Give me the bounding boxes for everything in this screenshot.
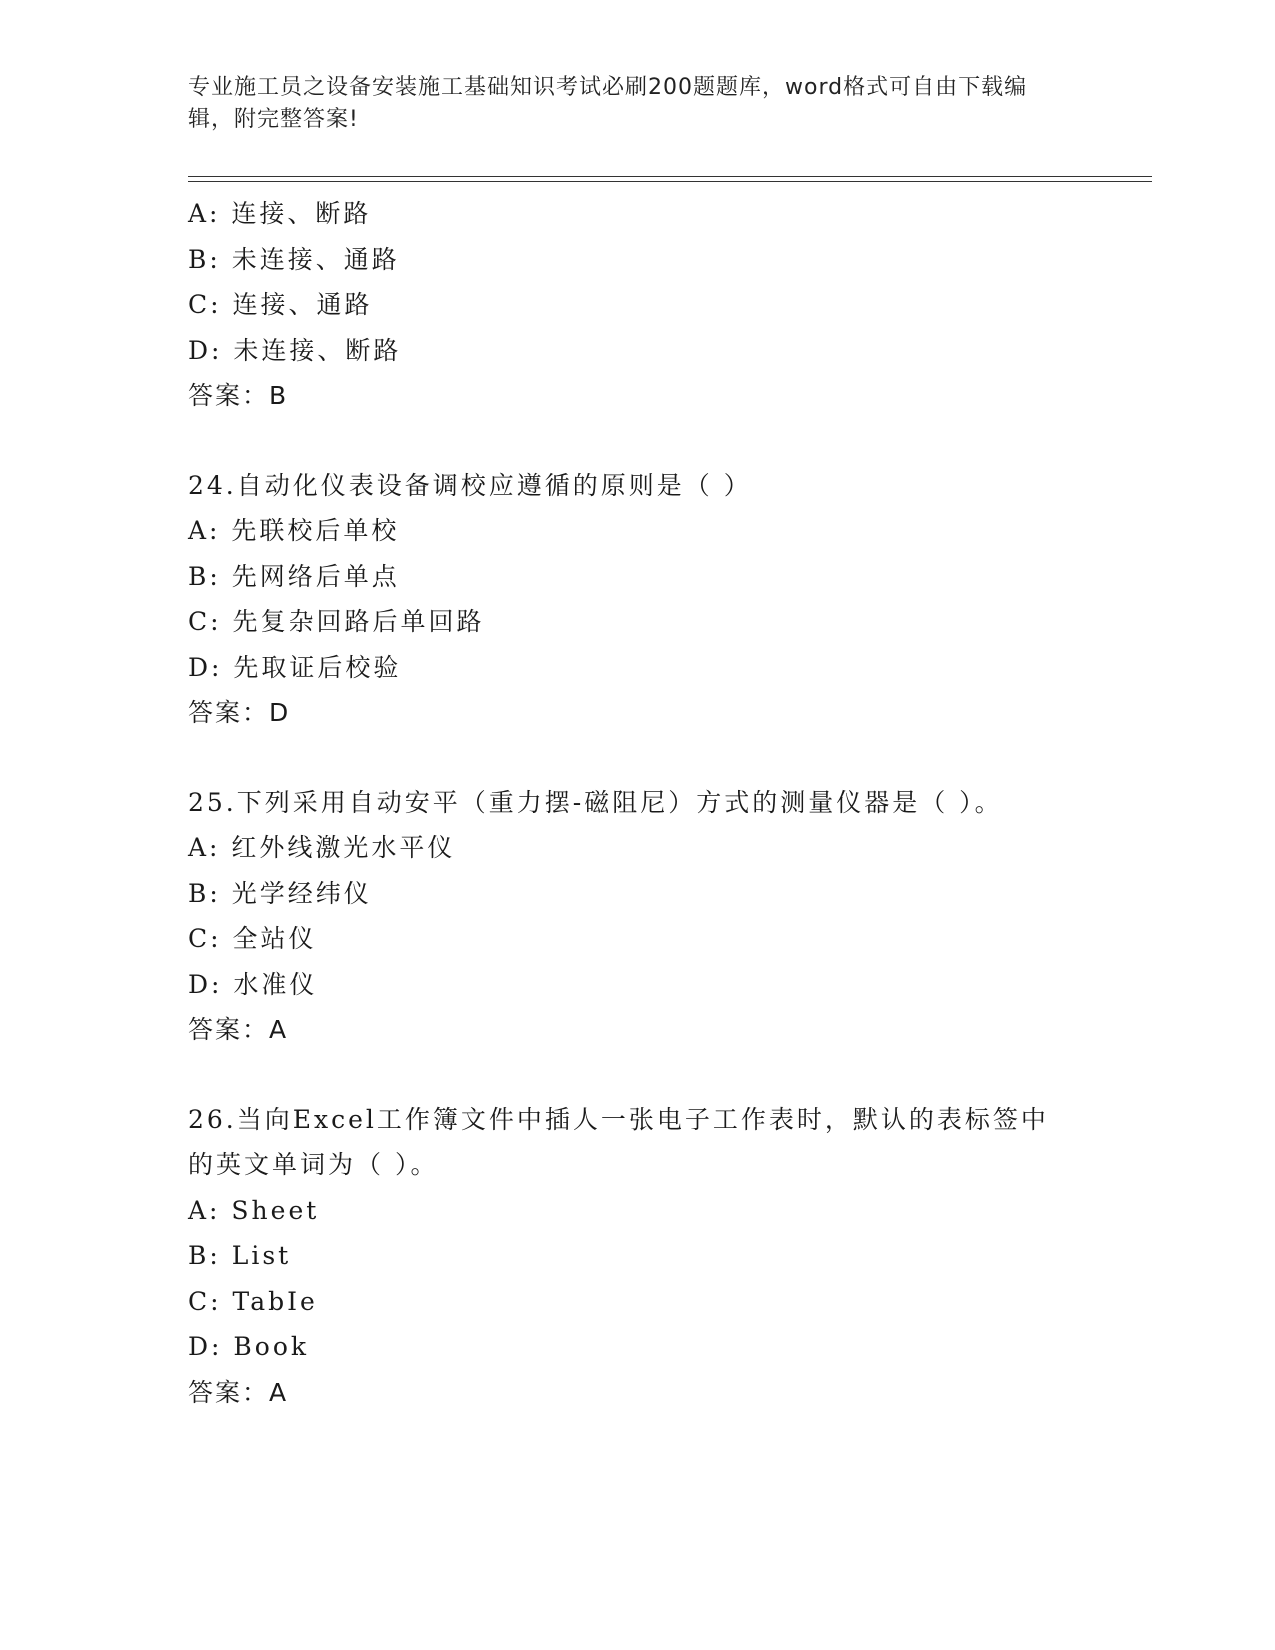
answer: 答案：A bbox=[188, 1015, 289, 1044]
question-text: 25.下列采用自动安平（重力摆-磁阻尼）方式的测量仪器是（ ）。 bbox=[188, 787, 1003, 817]
question-block bbox=[188, 780, 1088, 1053]
option-a: A: 连接、断路 bbox=[188, 199, 372, 228]
option-d: D: 水准仪 bbox=[188, 969, 318, 999]
option-c: C: 全站仪 bbox=[188, 924, 317, 953]
answer: 答案：A bbox=[188, 1377, 289, 1407]
question-text: 26.当向Excel工作簿文件中插人一张电子工作表时，默认的表标签中的英文单词为（ ）。 bbox=[188, 1104, 1049, 1179]
option-b: B: List bbox=[188, 1241, 292, 1270]
question-text: 24.自动化仪表设备调校应遵循的原则是（ ） bbox=[188, 470, 752, 500]
answer: 答案：D bbox=[188, 698, 291, 727]
option-a: A: 红外线激光水平仪 bbox=[188, 833, 456, 862]
question-block bbox=[188, 191, 1088, 419]
option-c: C: 先复杂回路后单回路 bbox=[188, 607, 485, 636]
option-c: C: TabIe bbox=[188, 1286, 318, 1316]
option-d: D: 未连接、断路 bbox=[188, 335, 402, 365]
question-list bbox=[188, 191, 1088, 1415]
header-rule-top bbox=[188, 176, 1152, 177]
option-a: A: 先联校后单校 bbox=[188, 516, 400, 545]
document-header: 专业施工员之设备安装施工基础知识考试必刷200题题库，word格式可自由下载编辑，附完整答案! bbox=[188, 75, 1028, 132]
spacer bbox=[188, 1053, 1088, 1097]
answer: 答案：B bbox=[188, 381, 289, 410]
option-b: B: 未连接、通路 bbox=[188, 244, 400, 274]
question-block bbox=[188, 1097, 1088, 1416]
spacer bbox=[188, 736, 1088, 780]
option-a: A: Sheet bbox=[188, 1195, 320, 1225]
option-b: B: 先网络后单点 bbox=[188, 561, 400, 591]
header-rule-bottom bbox=[188, 181, 1152, 182]
spacer bbox=[188, 419, 1088, 463]
option-d: D: 先取证后校验 bbox=[188, 652, 402, 682]
option-b: B: 光学经纬仪 bbox=[188, 878, 372, 908]
question-block bbox=[188, 463, 1088, 736]
option-c: C: 连接、通路 bbox=[188, 290, 373, 319]
option-d: D: Book bbox=[188, 1332, 310, 1361]
